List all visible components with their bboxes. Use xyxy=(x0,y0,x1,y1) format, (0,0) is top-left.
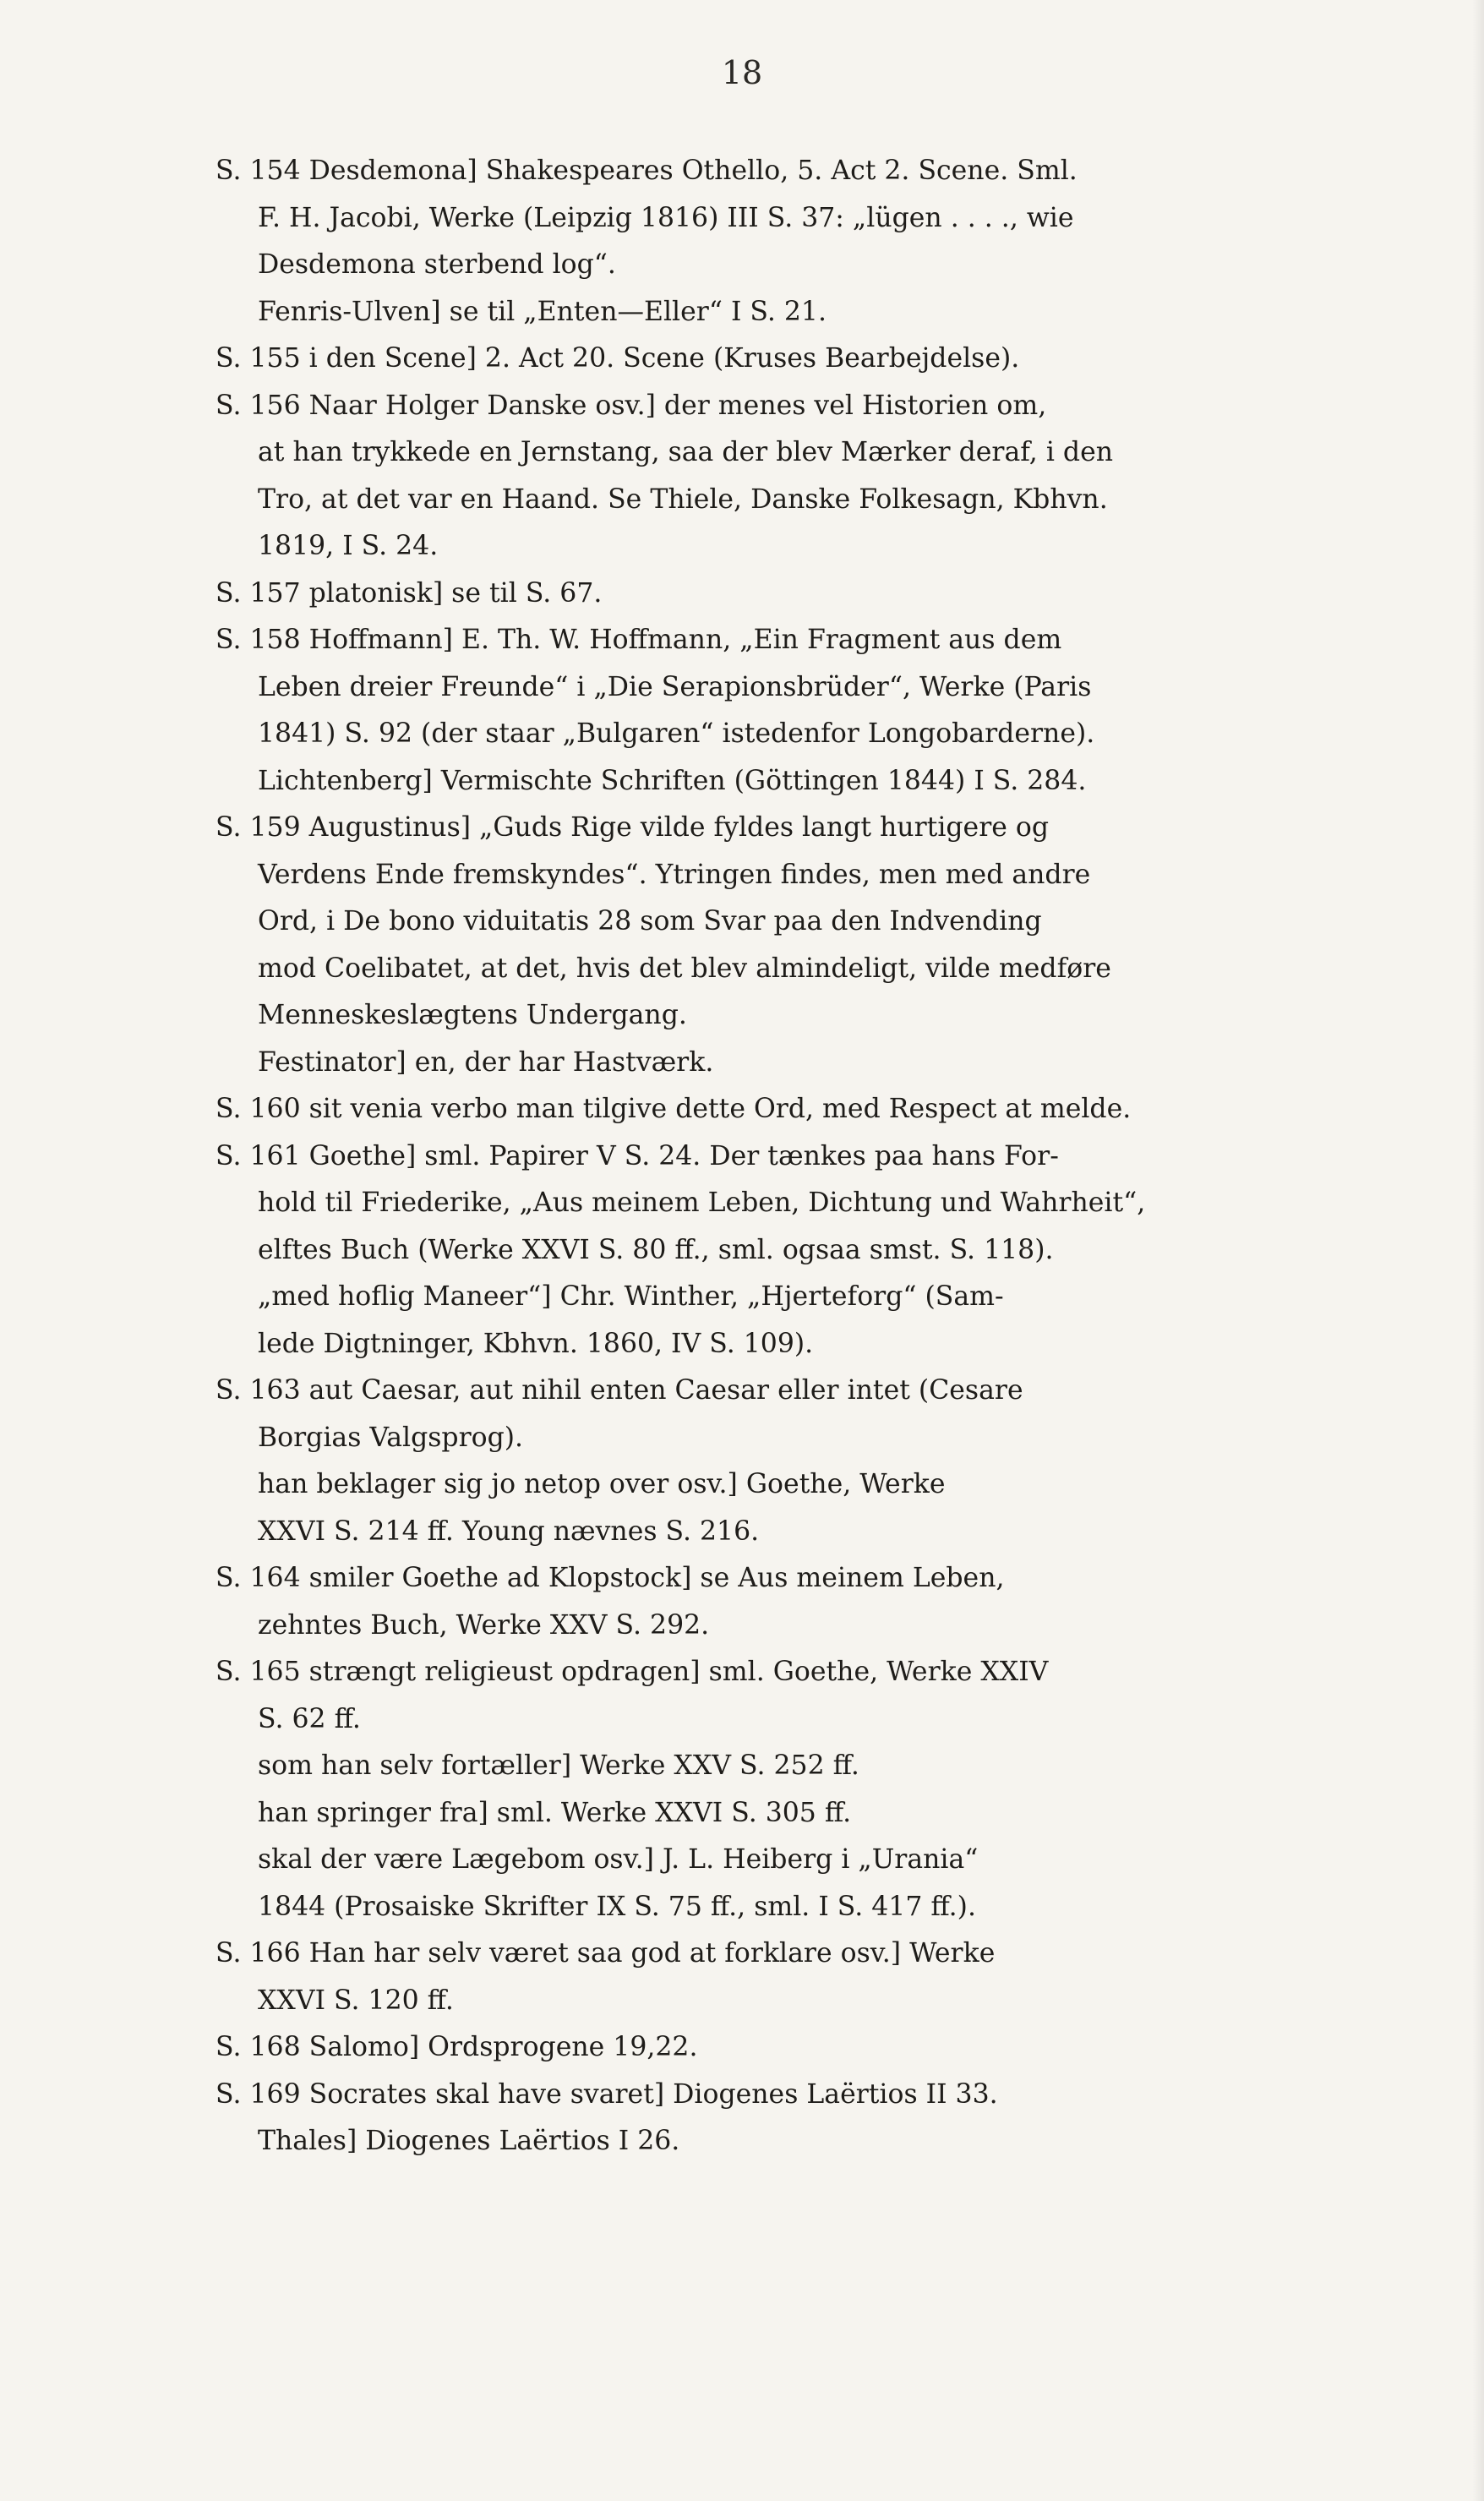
text-line: han springer fra] sml. Werke XXVI S. 305 ff. xyxy=(258,1797,852,1828)
text-line: mod Coelibatet, at det, hvis det blev almindeligt, vilde medføre xyxy=(258,953,1111,984)
text-line: S. 159 Augustinus] „Guds Rige vilde fyldes langt hurtigere og xyxy=(216,812,1050,843)
text-line: S. 160 sit venia verbo man tilgive dette Ord, med Respect at melde. xyxy=(216,1094,1132,1124)
text-line: han beklager sig jo netop over osv.] Goethe, Werke xyxy=(258,1469,946,1499)
note-entry xyxy=(216,148,1399,289)
text-line: Festinator] en, der har Hastværk. xyxy=(258,1046,714,1078)
text-line: XXVI S. 120 ff. xyxy=(258,1985,454,2016)
text-line: „med hoflig Maneer“] Chr. Winther, „Hjerteforg“ (Sam- xyxy=(258,1281,1004,1312)
text-line: Menneskeslægtens Undergang. xyxy=(258,1000,687,1030)
text-line: skal der være Lægebom osv.] J. L. Heiberg i „Urania“ xyxy=(258,1844,979,1875)
page-edge-shadow xyxy=(1472,0,1484,2501)
text-line: Fenris-Ulven] se til „Enten—Eller“ I S. 21. xyxy=(258,296,827,327)
sub-entry xyxy=(216,758,1399,805)
text-line: S. 161 Goethe] sml. Papirer V S. 24. Der tænkes paa hans For- xyxy=(216,1140,1059,1171)
text-line: Lichtenberg] Vermischte Schriften (Göttingen 1844) I S. 284. xyxy=(258,765,1087,796)
text-line: Ord, i De bono viduitatis 28 som Svar paa den Indvending xyxy=(258,906,1042,937)
text-line: Borgias Valgsprog). xyxy=(258,1422,524,1453)
text-line: 1844 (Prosaiske Skrifter IX S. 75 ff., sml. I S. 417 ff.). xyxy=(258,1891,976,1922)
text-line: XXVI S. 214 ff. Young nævnes S. 216. xyxy=(258,1515,760,1547)
text-line: S. 169 Socrates skal have svaret] Diogenes Laërtios II 33. xyxy=(216,2078,998,2110)
note-entry xyxy=(216,383,1399,571)
text-line: 1819, I S. 24. xyxy=(258,531,439,561)
text-line: S. 156 Naar Holger Danske osv.] der menes vel Historien om, xyxy=(216,390,1047,421)
note-entry xyxy=(216,1368,1399,1461)
note-entry xyxy=(216,1555,1399,1649)
page-number: 18 xyxy=(721,54,763,91)
sub-entry xyxy=(216,1274,1399,1368)
note-entry xyxy=(216,1133,1399,1275)
text-line: Verdens Ende fremskyndes“. Ytringen findes, men med andre xyxy=(258,859,1091,890)
text-line: S. 165 strængt religieust opdragen] sml. Goethe, Werke XXIV xyxy=(216,1657,1049,1687)
text-line: som han selv fortæller] Werke XXV S. 252 ff. xyxy=(258,1750,859,1781)
text-line: F. H. Jacobi, Werke (Leipzig 1816) III S. 37: „lügen . . . ., wie xyxy=(258,202,1074,233)
text-line: S. 62 ff. xyxy=(258,1703,361,1734)
note-entry xyxy=(216,805,1399,1040)
text-line: Desdemona sterbend log“. xyxy=(258,249,616,280)
note-entry xyxy=(216,1649,1399,1743)
note-entry xyxy=(216,571,1399,618)
sub-entry xyxy=(216,1837,1399,1930)
text-line: S. 166 Han har selv været saa god at forklare osv.] Werke xyxy=(216,1938,996,1969)
text-line: 1841) S. 92 (der staar „Bulgaren“ istedenfor Longobarderne). xyxy=(258,718,1095,749)
text-line: zehntes Buch, Werke XXV S. 292. xyxy=(258,1609,710,1641)
text-line: Thales] Diogenes Laërtios I 26. xyxy=(258,2126,680,2156)
sub-entry xyxy=(216,1461,1399,1555)
text-line: S. 155 i den Scene] 2. Act 20. Scene (Kruses Bearbejdelse). xyxy=(216,343,1020,374)
sub-entry xyxy=(216,289,1399,336)
text-line: S. 163 aut Caesar, aut nihil enten Caesar eller intet (Cesare xyxy=(216,1375,1023,1406)
note-entry xyxy=(216,1086,1399,1133)
text-line: elftes Buch (Werke XXVI S. 80 ff., sml. ogsaa smst. S. 118). xyxy=(258,1234,1054,1265)
text-line: Leben dreier Freunde“ i „Die Serapionsbrüder“, Werke (Paris xyxy=(258,671,1092,702)
text-line: S. 158 Hoffmann] E. Th. W. Hoffmann, „Ein Fragment aus dem xyxy=(216,625,1062,655)
sub-entry xyxy=(216,2118,1399,2165)
text-line: at han trykkede en Jernstang, saa der blev Mærker deraf, i den xyxy=(258,437,1114,467)
note-entry xyxy=(216,2072,1399,2119)
commentary-text xyxy=(216,148,1399,2165)
sub-entry xyxy=(216,1040,1399,1087)
note-entry xyxy=(216,336,1399,383)
text-line: S. 154 Desdemona] Shakespeares Othello, 5. Act 2. Scene. Sml. xyxy=(216,156,1078,186)
sub-entry xyxy=(216,1743,1399,1790)
text-line: S. 168 Salomo] Ordsprogene 19,22. xyxy=(216,2032,698,2062)
text-line: S. 157 platonisk] se til S. 67. xyxy=(216,577,603,609)
text-line: S. 164 smiler Goethe ad Klopstock] se Aus meinem Leben, xyxy=(216,1563,1005,1593)
sub-entry xyxy=(216,1790,1399,1838)
text-line: Tro, at det var en Haand. Se Thiele, Danske Folkesagn, Kbhvn. xyxy=(258,483,1108,515)
note-entry xyxy=(216,617,1399,758)
note-entry xyxy=(216,2024,1399,2072)
text-line: hold til Friederike, „Aus meinem Leben, Dichtung und Wahrheit“, xyxy=(258,1188,1146,1218)
note-entry xyxy=(216,1930,1399,2024)
text-line: lede Digtninger, Kbhvn. 1860, IV S. 109). xyxy=(258,1328,814,1359)
